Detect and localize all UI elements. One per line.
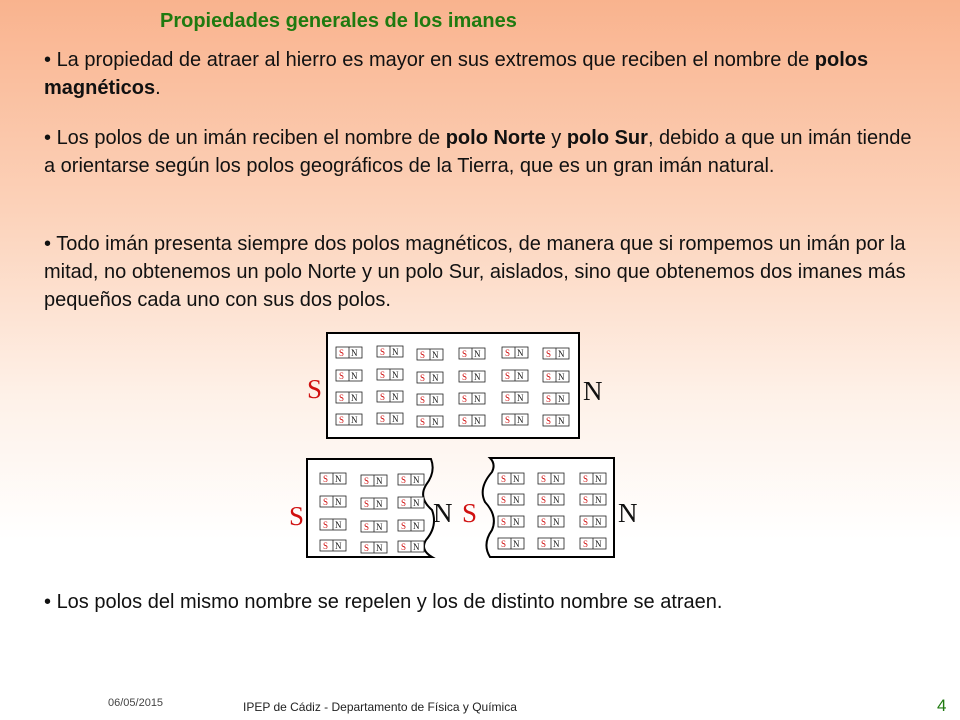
domain-s-label: S xyxy=(339,348,345,358)
paragraph-text: Los polos de un imán reciben el nombre de xyxy=(56,127,446,149)
paragraph-text: y xyxy=(545,127,567,149)
domain-n-label: N xyxy=(595,539,602,549)
big-magnet-s-label: S xyxy=(307,374,323,404)
domain-s-label: S xyxy=(364,522,370,532)
domain-s-label: S xyxy=(546,394,552,404)
domain-s-label: S xyxy=(323,497,329,507)
domain-n-label: N xyxy=(432,350,439,360)
domain-n-label: N xyxy=(517,393,524,403)
domain-s-label: S xyxy=(339,415,345,425)
domain-s-label: S xyxy=(364,476,370,486)
domain-s-label: S xyxy=(583,517,589,527)
paragraph-text: Todo imán presenta siempre dos polos magnéticos, de manera que si rompemos un imán por la mitad, no obtenemos un polo Norte y un polo Sur, aislados, sino que obtenemos dos imanes más pequeños cada uno con sus dos polos. xyxy=(44,233,906,311)
domain-s-label: S xyxy=(401,542,407,552)
domain-s-label: S xyxy=(420,417,426,427)
domain-n-label: N xyxy=(335,541,342,551)
domain-n-label: N xyxy=(376,499,383,509)
domain-s-label: S xyxy=(541,495,547,505)
domain-n-label: N xyxy=(392,392,399,402)
big-magnet-body xyxy=(327,333,579,438)
left-piece-n-label: N xyxy=(433,498,453,528)
domain-n-label: N xyxy=(558,394,565,404)
domain-n-label: N xyxy=(558,349,565,359)
domain-s-label: S xyxy=(339,393,345,403)
domain-s-label: S xyxy=(505,393,511,403)
bullet: • xyxy=(44,49,57,71)
footer-date: 06/05/2015 xyxy=(108,697,164,709)
domain-s-label: S xyxy=(380,392,386,402)
domain-s-label: S xyxy=(380,414,386,424)
domain-s-label: S xyxy=(462,372,468,382)
domain-s-label: S xyxy=(420,350,426,360)
bold-term: polo Norte xyxy=(445,127,546,149)
domain-n-label: N xyxy=(351,371,358,381)
domain-n-label: N xyxy=(553,474,560,484)
domain-s-label: S xyxy=(501,495,507,505)
domain-n-label: N xyxy=(335,474,342,484)
domain-s-label: S xyxy=(364,499,370,509)
paragraph-text: Los polos del mismo nombre se repelen y los de distinto nombre se atraen. xyxy=(56,591,723,613)
domain-s-label: S xyxy=(546,349,552,359)
domain-s-label: S xyxy=(583,539,589,549)
domain-s-label: S xyxy=(420,395,426,405)
domain-s-label: S xyxy=(339,371,345,381)
paragraph-text: , debido a que un imán tiende a orientarse según los polos geográficos de la Tierra, que es un gran imán natural. xyxy=(44,127,912,177)
domain-n-label: N xyxy=(392,370,399,380)
domain-n-label: N xyxy=(474,372,481,382)
domain-s-label: S xyxy=(364,543,370,553)
domain-n-label: N xyxy=(376,476,383,486)
page-number: 4 xyxy=(937,696,947,715)
footer-institution: IPEP de Cádiz - Departamento de Física y Química xyxy=(243,700,517,714)
bullet: • xyxy=(44,233,57,255)
domain-s-label: S xyxy=(462,349,468,359)
paragraph-text: . xyxy=(155,77,161,99)
domain-n-label: N xyxy=(517,371,524,381)
domain-n-label: N xyxy=(513,517,520,527)
domain-s-label: S xyxy=(541,539,547,549)
bullet: • xyxy=(44,127,57,149)
domain-s-label: S xyxy=(462,394,468,404)
domain-s-label: S xyxy=(401,521,407,531)
bullet: • xyxy=(44,591,57,613)
domain-n-label: N xyxy=(351,348,358,358)
domain-n-label: N xyxy=(335,497,342,507)
domain-n-label: N xyxy=(376,522,383,532)
domain-n-label: N xyxy=(558,372,565,382)
domain-n-label: N xyxy=(474,416,481,426)
domain-s-label: S xyxy=(501,539,507,549)
domain-n-label: N xyxy=(513,474,520,484)
domain-s-label: S xyxy=(505,348,511,358)
domain-s-label: S xyxy=(323,474,329,484)
domain-n-label: N xyxy=(513,539,520,549)
domain-s-label: S xyxy=(541,517,547,527)
domain-n-label: N xyxy=(595,495,602,505)
domain-n-label: N xyxy=(351,393,358,403)
right-piece-n-label: N xyxy=(618,498,638,528)
domain-n-label: N xyxy=(392,347,399,357)
domain-n-label: N xyxy=(413,521,420,531)
domain-s-label: S xyxy=(401,475,407,485)
domain-n-label: N xyxy=(432,373,439,383)
domain-s-label: S xyxy=(583,474,589,484)
domain-n-label: N xyxy=(595,517,602,527)
domain-n-label: N xyxy=(474,394,481,404)
domain-n-label: N xyxy=(553,495,560,505)
domain-s-label: S xyxy=(462,416,468,426)
domain-n-label: N xyxy=(513,495,520,505)
left-piece-s-label: S xyxy=(289,501,305,531)
domain-n-label: N xyxy=(553,539,560,549)
domain-s-label: S xyxy=(505,415,511,425)
domain-n-label: N xyxy=(432,395,439,405)
slide-title: Propiedades generales de los imanes xyxy=(160,10,517,32)
big-magnet-n-label: N xyxy=(583,376,603,406)
domain-n-label: N xyxy=(351,415,358,425)
domain-s-label: S xyxy=(380,370,386,380)
domain-n-label: N xyxy=(392,414,399,424)
domain-s-label: S xyxy=(546,372,552,382)
domain-n-label: N xyxy=(335,520,342,530)
domain-s-label: S xyxy=(323,520,329,530)
domain-n-label: N xyxy=(517,415,524,425)
domain-n-label: N xyxy=(413,542,420,552)
domain-n-label: N xyxy=(553,517,560,527)
domain-s-label: S xyxy=(583,495,589,505)
domain-s-label: S xyxy=(505,371,511,381)
domain-n-label: N xyxy=(517,348,524,358)
bold-term: polo Sur xyxy=(566,127,648,149)
bold-term: polos magnéticos xyxy=(44,49,869,99)
domain-s-label: S xyxy=(401,498,407,508)
domain-n-label: N xyxy=(432,417,439,427)
domain-n-label: N xyxy=(376,543,383,553)
domain-s-label: S xyxy=(501,517,507,527)
domain-s-label: S xyxy=(420,373,426,383)
domain-n-label: N xyxy=(474,349,481,359)
domain-n-label: N xyxy=(413,475,420,485)
domain-s-label: S xyxy=(541,474,547,484)
domain-n-label: N xyxy=(558,416,565,426)
domain-s-label: S xyxy=(323,541,329,551)
domain-n-label: N xyxy=(413,498,420,508)
domain-s-label: S xyxy=(546,416,552,426)
domain-s-label: S xyxy=(501,474,507,484)
paragraph-text: La propiedad de atraer al hierro es mayor en sus extremos que reciben el nombre de xyxy=(56,49,815,71)
domain-n-label: N xyxy=(595,474,602,484)
domain-s-label: S xyxy=(380,347,386,357)
right-piece-s-label: S xyxy=(462,498,478,528)
